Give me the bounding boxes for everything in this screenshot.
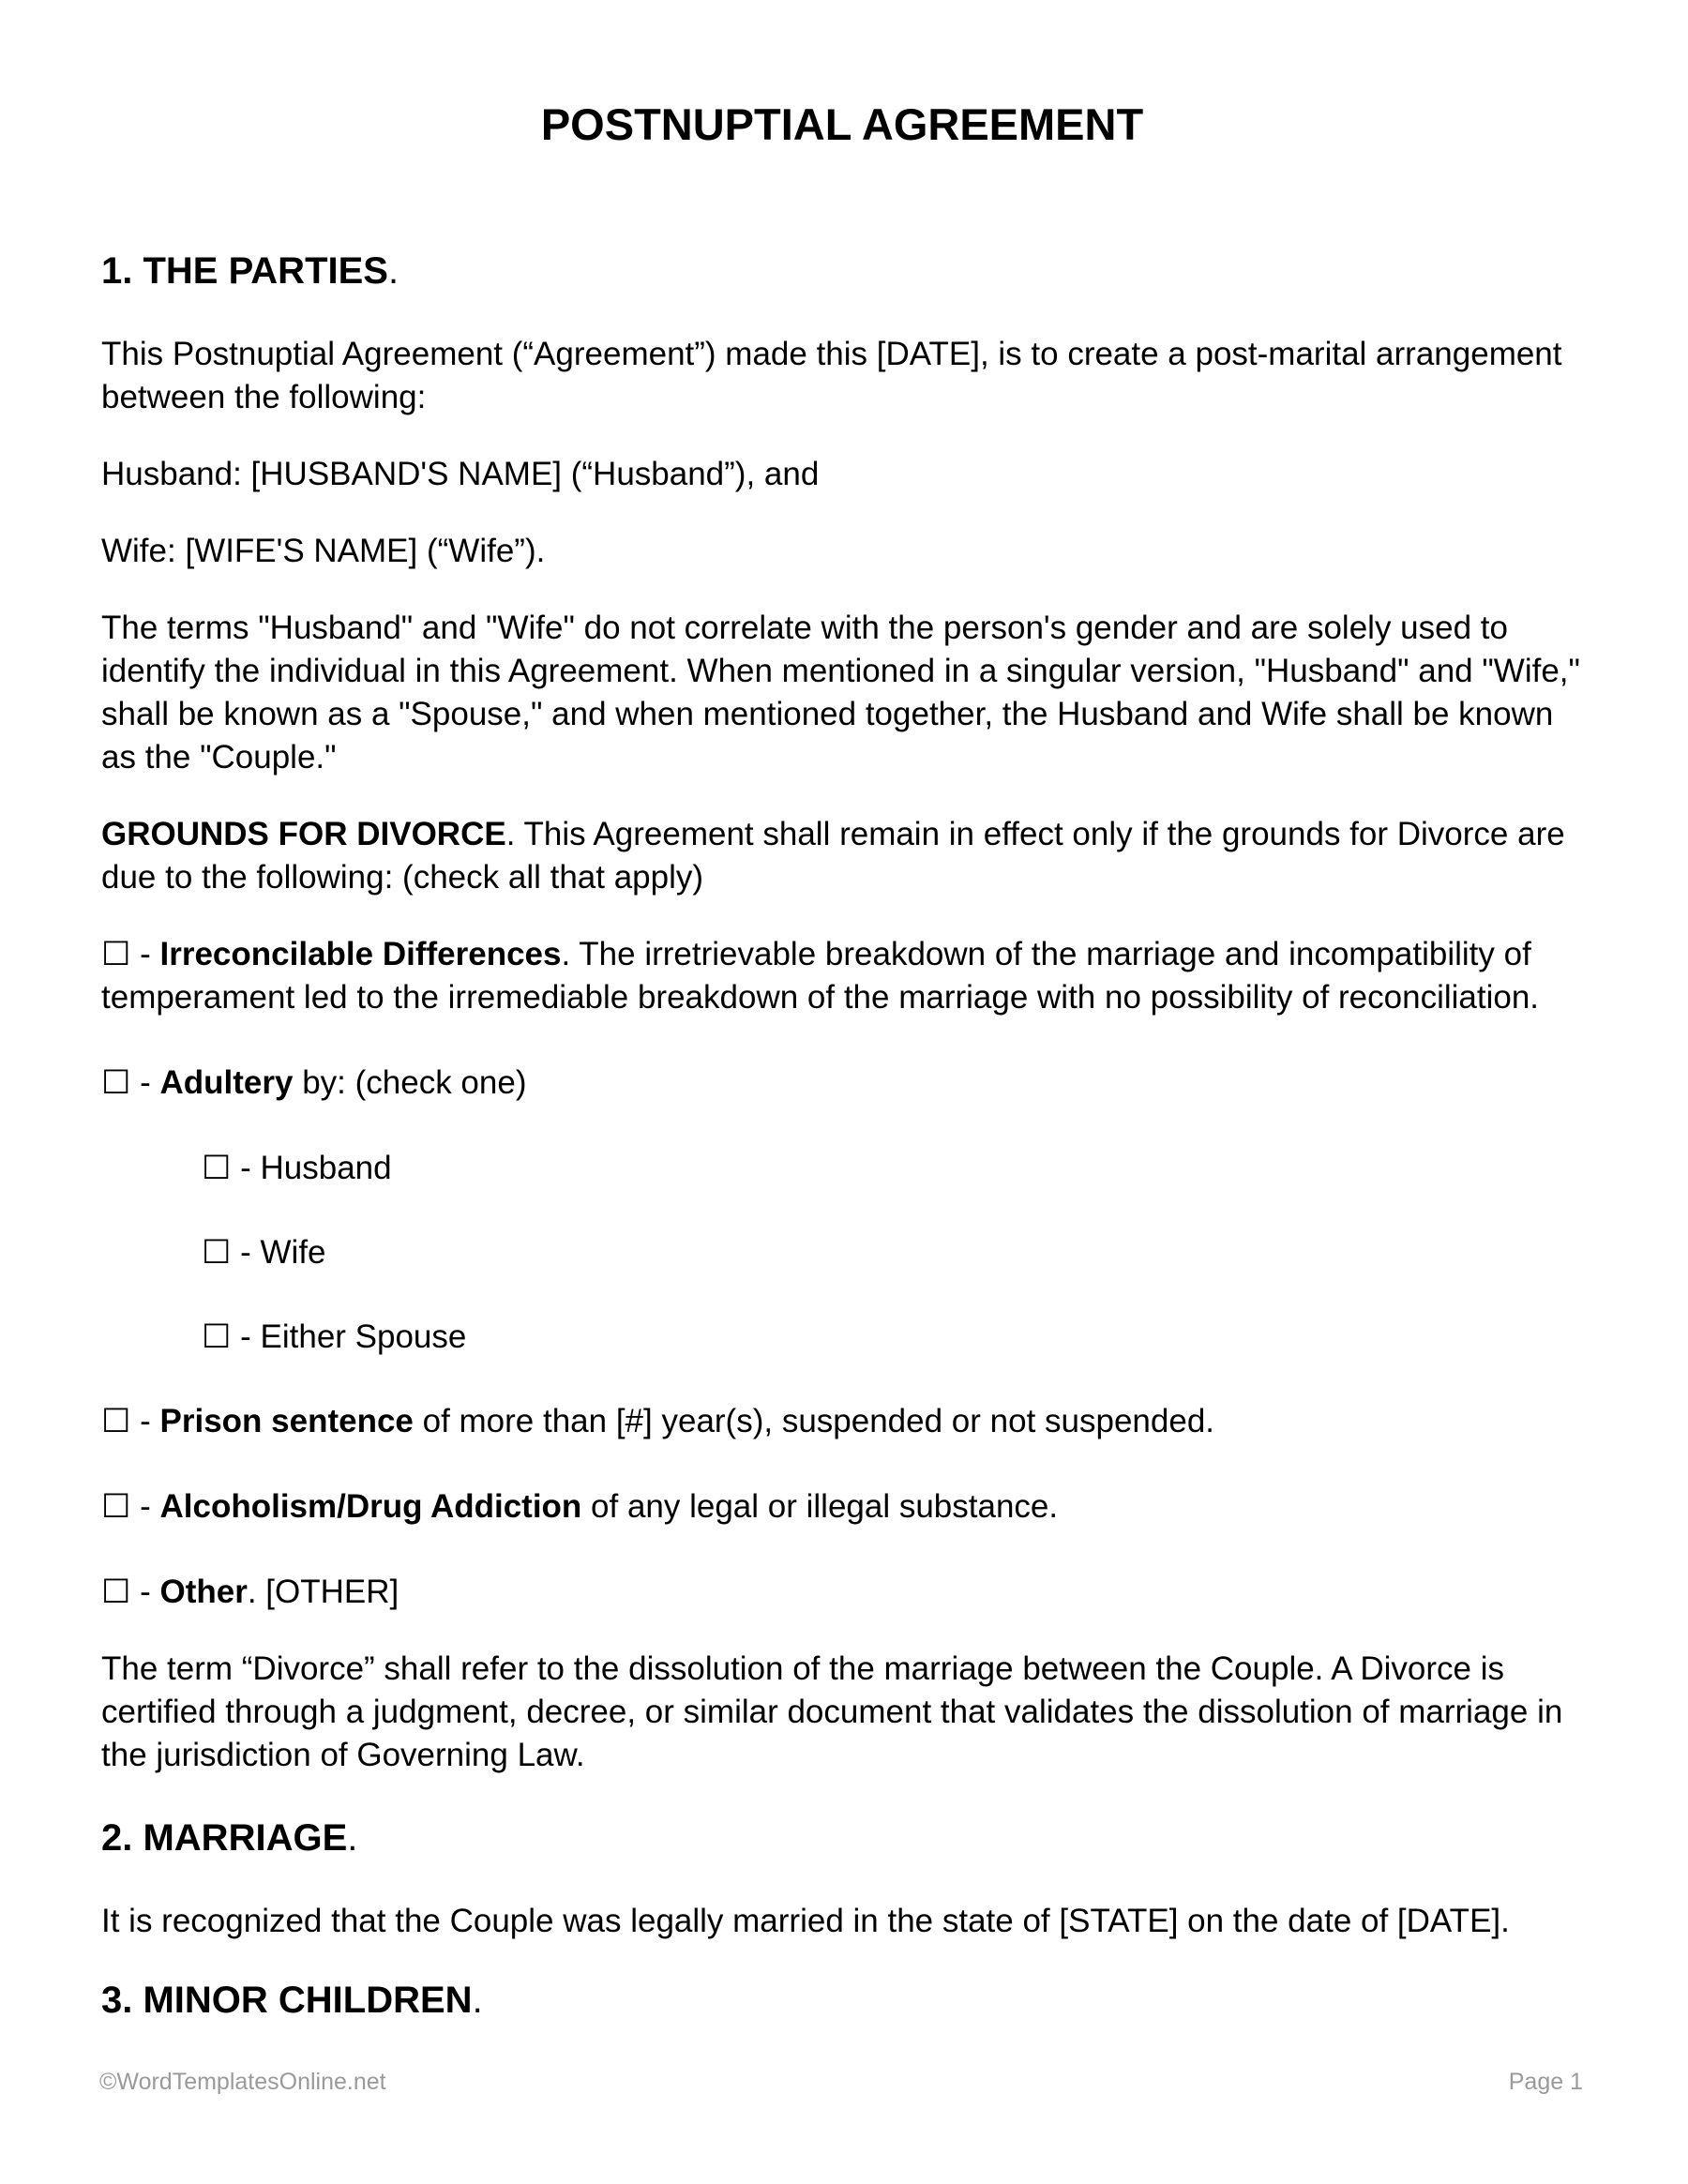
checkbox-adultery-wife[interactable]: ☐ <box>202 1234 232 1271</box>
husband-line: Husband: [HUSBAND'S NAME] (“Husband”), and <box>101 456 820 492</box>
section-heading-marriage: 2. MARRIAGE. <box>101 1817 358 1859</box>
grounds-text: . This Agreement shall remain in effect only if the grounds for Divorce are due to the following: (check all that apply) <box>101 816 1565 896</box>
checkbox-other[interactable]: ☐ <box>101 1574 131 1610</box>
option-prefix: - <box>130 1488 160 1525</box>
checkbox-prison[interactable]: ☐ <box>101 1403 131 1439</box>
adultery-option-either-label: - Either Spouse <box>240 1318 467 1355</box>
option-other-text: . [OTHER] <box>247 1574 399 1610</box>
option-other <box>101 1571 1583 1614</box>
option-adultery <box>101 1062 1583 1105</box>
checkbox-irreconcilable[interactable]: ☐ <box>101 936 131 972</box>
parties-intro: This Postnuptial Agreement (“Agreement”) made this [DATE], is to create a post-marital arrangement between the following: <box>101 336 1562 415</box>
option-prison <box>101 1400 1583 1443</box>
option-prefix: - <box>130 1403 160 1439</box>
option-other-label: Other <box>159 1574 248 1610</box>
option-irreconcilable-text: . The irretrievable breakdown of the marriage and incompatibility of temperament led to the irremediable breakdown of the marriage with no possibility of reconciliation. <box>101 936 1540 1016</box>
option-prison-label: Prison sentence <box>159 1403 414 1439</box>
option-irreconcilable <box>101 933 1583 1019</box>
adultery-option-husband <box>202 1147 1583 1190</box>
section-heading-minor-children-text: 3. MINOR CHILDREN <box>101 1980 473 2021</box>
wife-line: Wife: [WIFE'S NAME] (“Wife”). <box>101 533 546 569</box>
adultery-option-wife-label: - Wife <box>240 1234 326 1271</box>
adultery-option-wife <box>202 1231 1583 1274</box>
document-title: POSTNUPTIAL AGREEMENT <box>540 99 1144 149</box>
option-prefix: - <box>130 936 160 972</box>
section-heading-minor-children: 3. MINOR CHILDREN. <box>101 1980 483 2021</box>
option-alcoholism-text: of any legal or illegal substance. <box>581 1488 1059 1525</box>
option-prefix: - <box>130 1574 160 1610</box>
option-alcoholism-label: Alcoholism/Drug Addiction <box>159 1488 582 1525</box>
footer-copyright: ©WordTemplatesOnline.net <box>99 2069 386 2095</box>
marriage-text: It is recognized that the Couple was legally married in the state of [STATE] on the date of [DATE]. <box>101 1903 1510 1939</box>
terms-note: The terms "Husband" and "Wife" do not correlate with the person's gender and are solely used to identify the individual in this Agreement. When mentioned in a singular version, "Husband" and "Wife," shall be known as a "Spouse," and when mentioned together, the Husband and Wife shall be known as the "Couple." <box>101 610 1580 776</box>
footer-page-number: Page 1 <box>1508 2069 1583 2095</box>
adultery-option-either <box>202 1316 1583 1359</box>
adultery-option-husband-label: - Husband <box>240 1150 392 1186</box>
grounds-paragraph <box>101 813 1583 899</box>
option-irreconcilable-label: Irreconcilable Differences <box>159 936 562 972</box>
grounds-label: GROUNDS FOR DIVORCE <box>101 816 506 852</box>
option-adultery-label: Adultery <box>159 1064 294 1101</box>
option-prison-text: of more than [#] year(s), suspended or not suspended. <box>413 1403 1215 1439</box>
option-alcoholism <box>101 1485 1583 1529</box>
option-prefix: - <box>130 1064 160 1101</box>
checkbox-adultery-either[interactable]: ☐ <box>202 1318 232 1355</box>
divorce-definition: The term “Divorce” shall refer to the dissolution of the marriage between the Couple. A Divorce is certified through a judgment, decree, or similar document that validates the dissolution of marriage in the jurisdiction of Governing Law. <box>101 1650 1563 1773</box>
checkbox-adultery-husband[interactable]: ☐ <box>202 1150 232 1186</box>
section-heading-parties: 1. THE PARTIES. <box>101 250 399 292</box>
checkbox-adultery[interactable]: ☐ <box>101 1064 131 1101</box>
checkbox-alcoholism[interactable]: ☐ <box>101 1488 131 1525</box>
page-footer <box>99 2068 1583 2096</box>
section-heading-marriage-text: 2. MARRIAGE <box>101 1817 348 1859</box>
section-heading-parties-text: 1. THE PARTIES <box>101 250 388 292</box>
option-adultery-text: by: (check one) <box>293 1064 527 1101</box>
